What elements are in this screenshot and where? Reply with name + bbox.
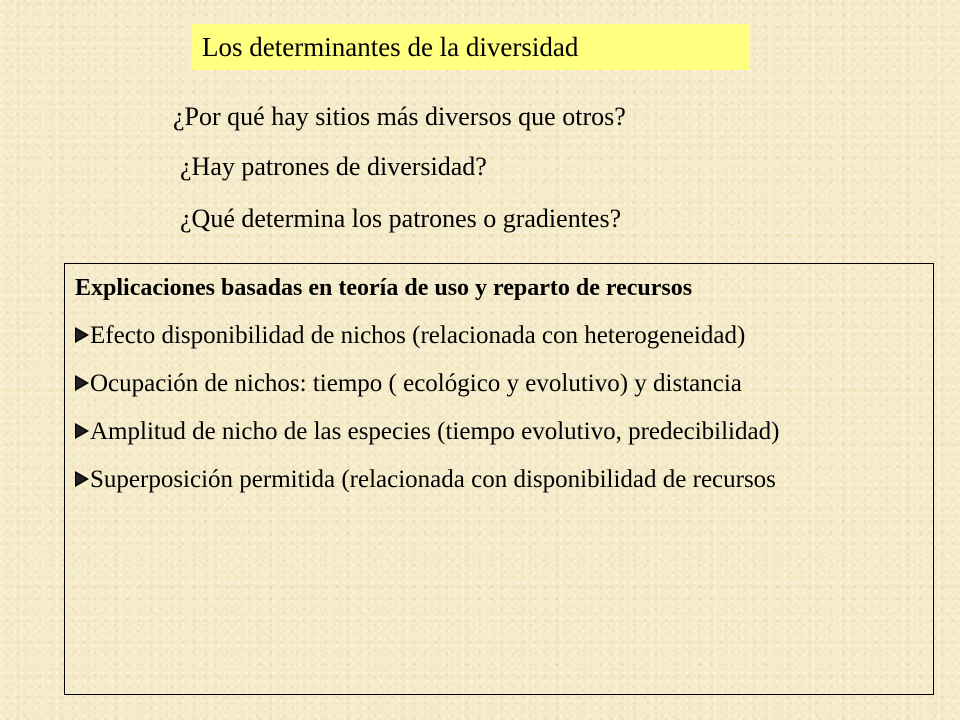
explanation-item xyxy=(75,367,933,401)
explanation-item-text: Ocupación de nichos: tiempo ( ecológico y evolutivo) y distancia xyxy=(90,369,742,397)
arrow-bullet-icon xyxy=(75,327,89,343)
question-1: ¿Por qué hay sitios más diversos que otros? xyxy=(173,102,626,131)
explanation-item xyxy=(75,415,933,449)
slide-title: Los determinantes de la diversidad xyxy=(202,31,579,62)
explanation-item-text: Efecto disponibilidad de nichos (relacionada con heterogeneidad) xyxy=(90,321,746,349)
explanation-item xyxy=(75,463,933,497)
arrow-bullet-icon xyxy=(75,375,89,391)
explanations-heading: Explicaciones basadas en teoría de uso y reparto de recursos xyxy=(75,275,693,301)
arrow-bullet-icon xyxy=(75,423,89,439)
title-box xyxy=(192,24,750,70)
explanation-item xyxy=(75,319,933,353)
arrow-bullet-icon xyxy=(75,471,89,487)
explanation-item-text: Superposición permitida (relacionada con disponibilidad de recursos xyxy=(90,465,776,493)
explanation-item-text: Amplitud de nicho de las especies (tiempo evolutivo, predecibilidad) xyxy=(90,417,780,445)
question-3: ¿Qué determina los patrones o gradientes? xyxy=(180,204,622,233)
question-2: ¿Hay patrones de diversidad? xyxy=(180,152,487,181)
explanations-box xyxy=(64,263,934,695)
